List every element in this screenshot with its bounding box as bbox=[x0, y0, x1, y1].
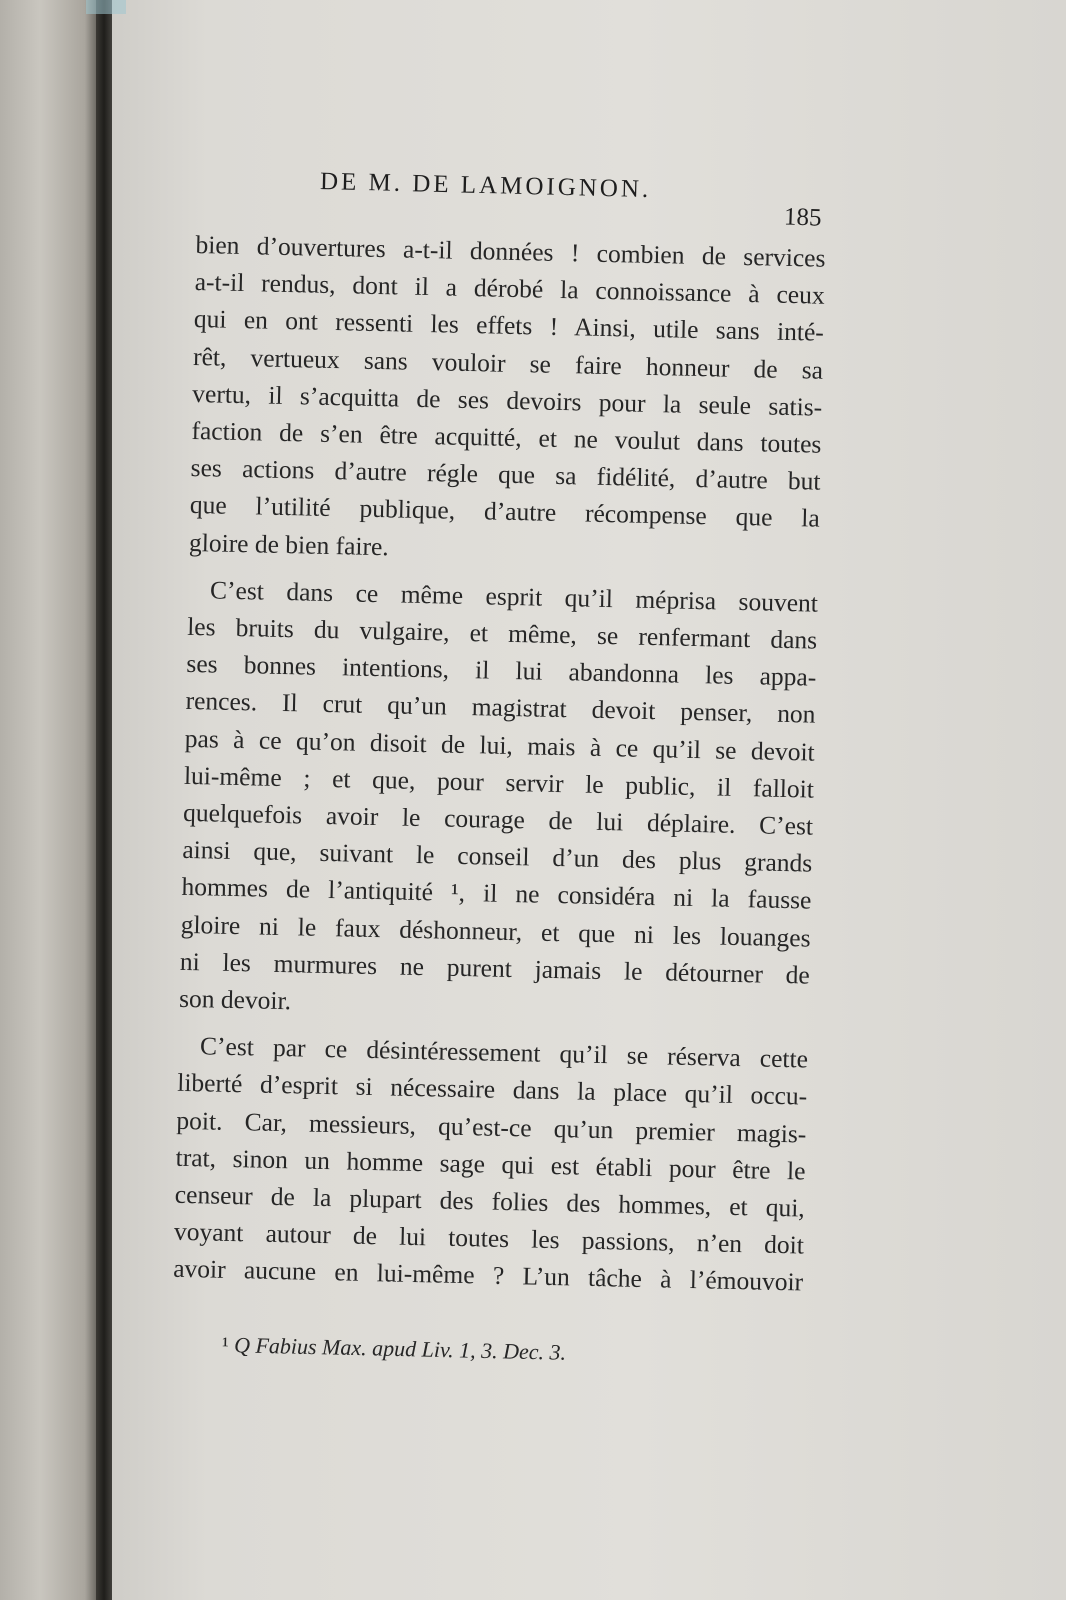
text-line: ses bonnes intentions, il lui abandonna les appa- bbox=[186, 649, 817, 692]
text-line: son devoir. bbox=[178, 983, 292, 1016]
text-line: quelquefois avoir le courage de lui déplaire. C’est bbox=[182, 797, 814, 841]
text-line: gloire de bien faire. bbox=[188, 527, 390, 561]
text-line: que l’utilité publique, d’autre récompense que la bbox=[189, 490, 821, 534]
text-line: voyant autour de lui toutes les passions, n’en doit bbox=[173, 1217, 805, 1260]
text-line: ni les murmures ne purent jamais le détourner de bbox=[179, 946, 811, 990]
text-line: les bruits du vulgaire, et même, se renfermant dans bbox=[186, 611, 818, 655]
text-line: rences. Il crut qu’un magistrat devoit penser, non bbox=[185, 686, 816, 730]
text-line: poit. Car, messieurs, qu’est-ce qu’un premier magis- bbox=[176, 1105, 807, 1149]
paragraph-1 bbox=[189, 226, 826, 574]
corner-background bbox=[86, 0, 126, 14]
text-line: gloire ni le faux déshonneur, et que ni les louanges bbox=[180, 909, 811, 953]
footnote-text: Q Fabius Max. apud Liv. 1, 3. Dec. 3. bbox=[233, 1332, 567, 1365]
text-line: faction de s’en être acquitté, et ne voulut dans toutes bbox=[191, 415, 822, 459]
running-head: DE M. DE LAMOIGNON. bbox=[319, 168, 652, 204]
text-line: lui-même ; et que, pour servir le public, il falloit bbox=[183, 760, 815, 804]
text-line: censeur de la plupart des folies des hommes, et qui, bbox=[174, 1179, 806, 1223]
text-line: C’est dans ce même esprit qu’il méprisa souvent bbox=[209, 575, 819, 618]
text-line: qui en ont ressenti les effets ! Ainsi, utile sans inté- bbox=[193, 304, 825, 348]
text-line: a-t-il rendus, dont il a dérobé la connoissance à ceux bbox=[194, 267, 825, 310]
text-line: trat, sinon un homme sage qui est établi pour être le bbox=[175, 1142, 806, 1186]
page-number: 185 bbox=[783, 203, 822, 232]
left-page-edge bbox=[0, 0, 100, 1600]
body-text bbox=[173, 226, 826, 1301]
text-line: ses actions d’autre régle que sa fidélité, d’autre but bbox=[190, 453, 821, 496]
text-line: ainsi que, suivant le conseil d’un des plus grands bbox=[182, 835, 813, 878]
text-line: rêt, vertueux sans vouloir se faire honneur de sa bbox=[192, 341, 824, 385]
text-line: liberté d’esprit si nécessaire dans la place qu’il occu- bbox=[176, 1068, 808, 1112]
text-line: bien d’ouvertures a-t-il données ! combien de services bbox=[195, 229, 826, 273]
text-line: avoir aucune en lui-même ? L’un tâche à l’émouvoir bbox=[172, 1254, 804, 1297]
text-line: vertu, il s’acquitta de ses devoirs pour la seule satis- bbox=[192, 378, 823, 422]
text-line: hommes de l’antiquité ¹, il ne considéra ni la fausse bbox=[181, 872, 812, 916]
footnote-marker: ¹ bbox=[221, 1332, 229, 1358]
paragraph-2 bbox=[179, 571, 819, 1031]
text-line: C’est par ce désintéressement qu’il se réserva cette bbox=[199, 1031, 809, 1074]
text-line: pas à ce qu’on disoit de lui, mais à ce qu’il se devoit bbox=[184, 723, 815, 767]
paragraph-3 bbox=[173, 1027, 809, 1301]
